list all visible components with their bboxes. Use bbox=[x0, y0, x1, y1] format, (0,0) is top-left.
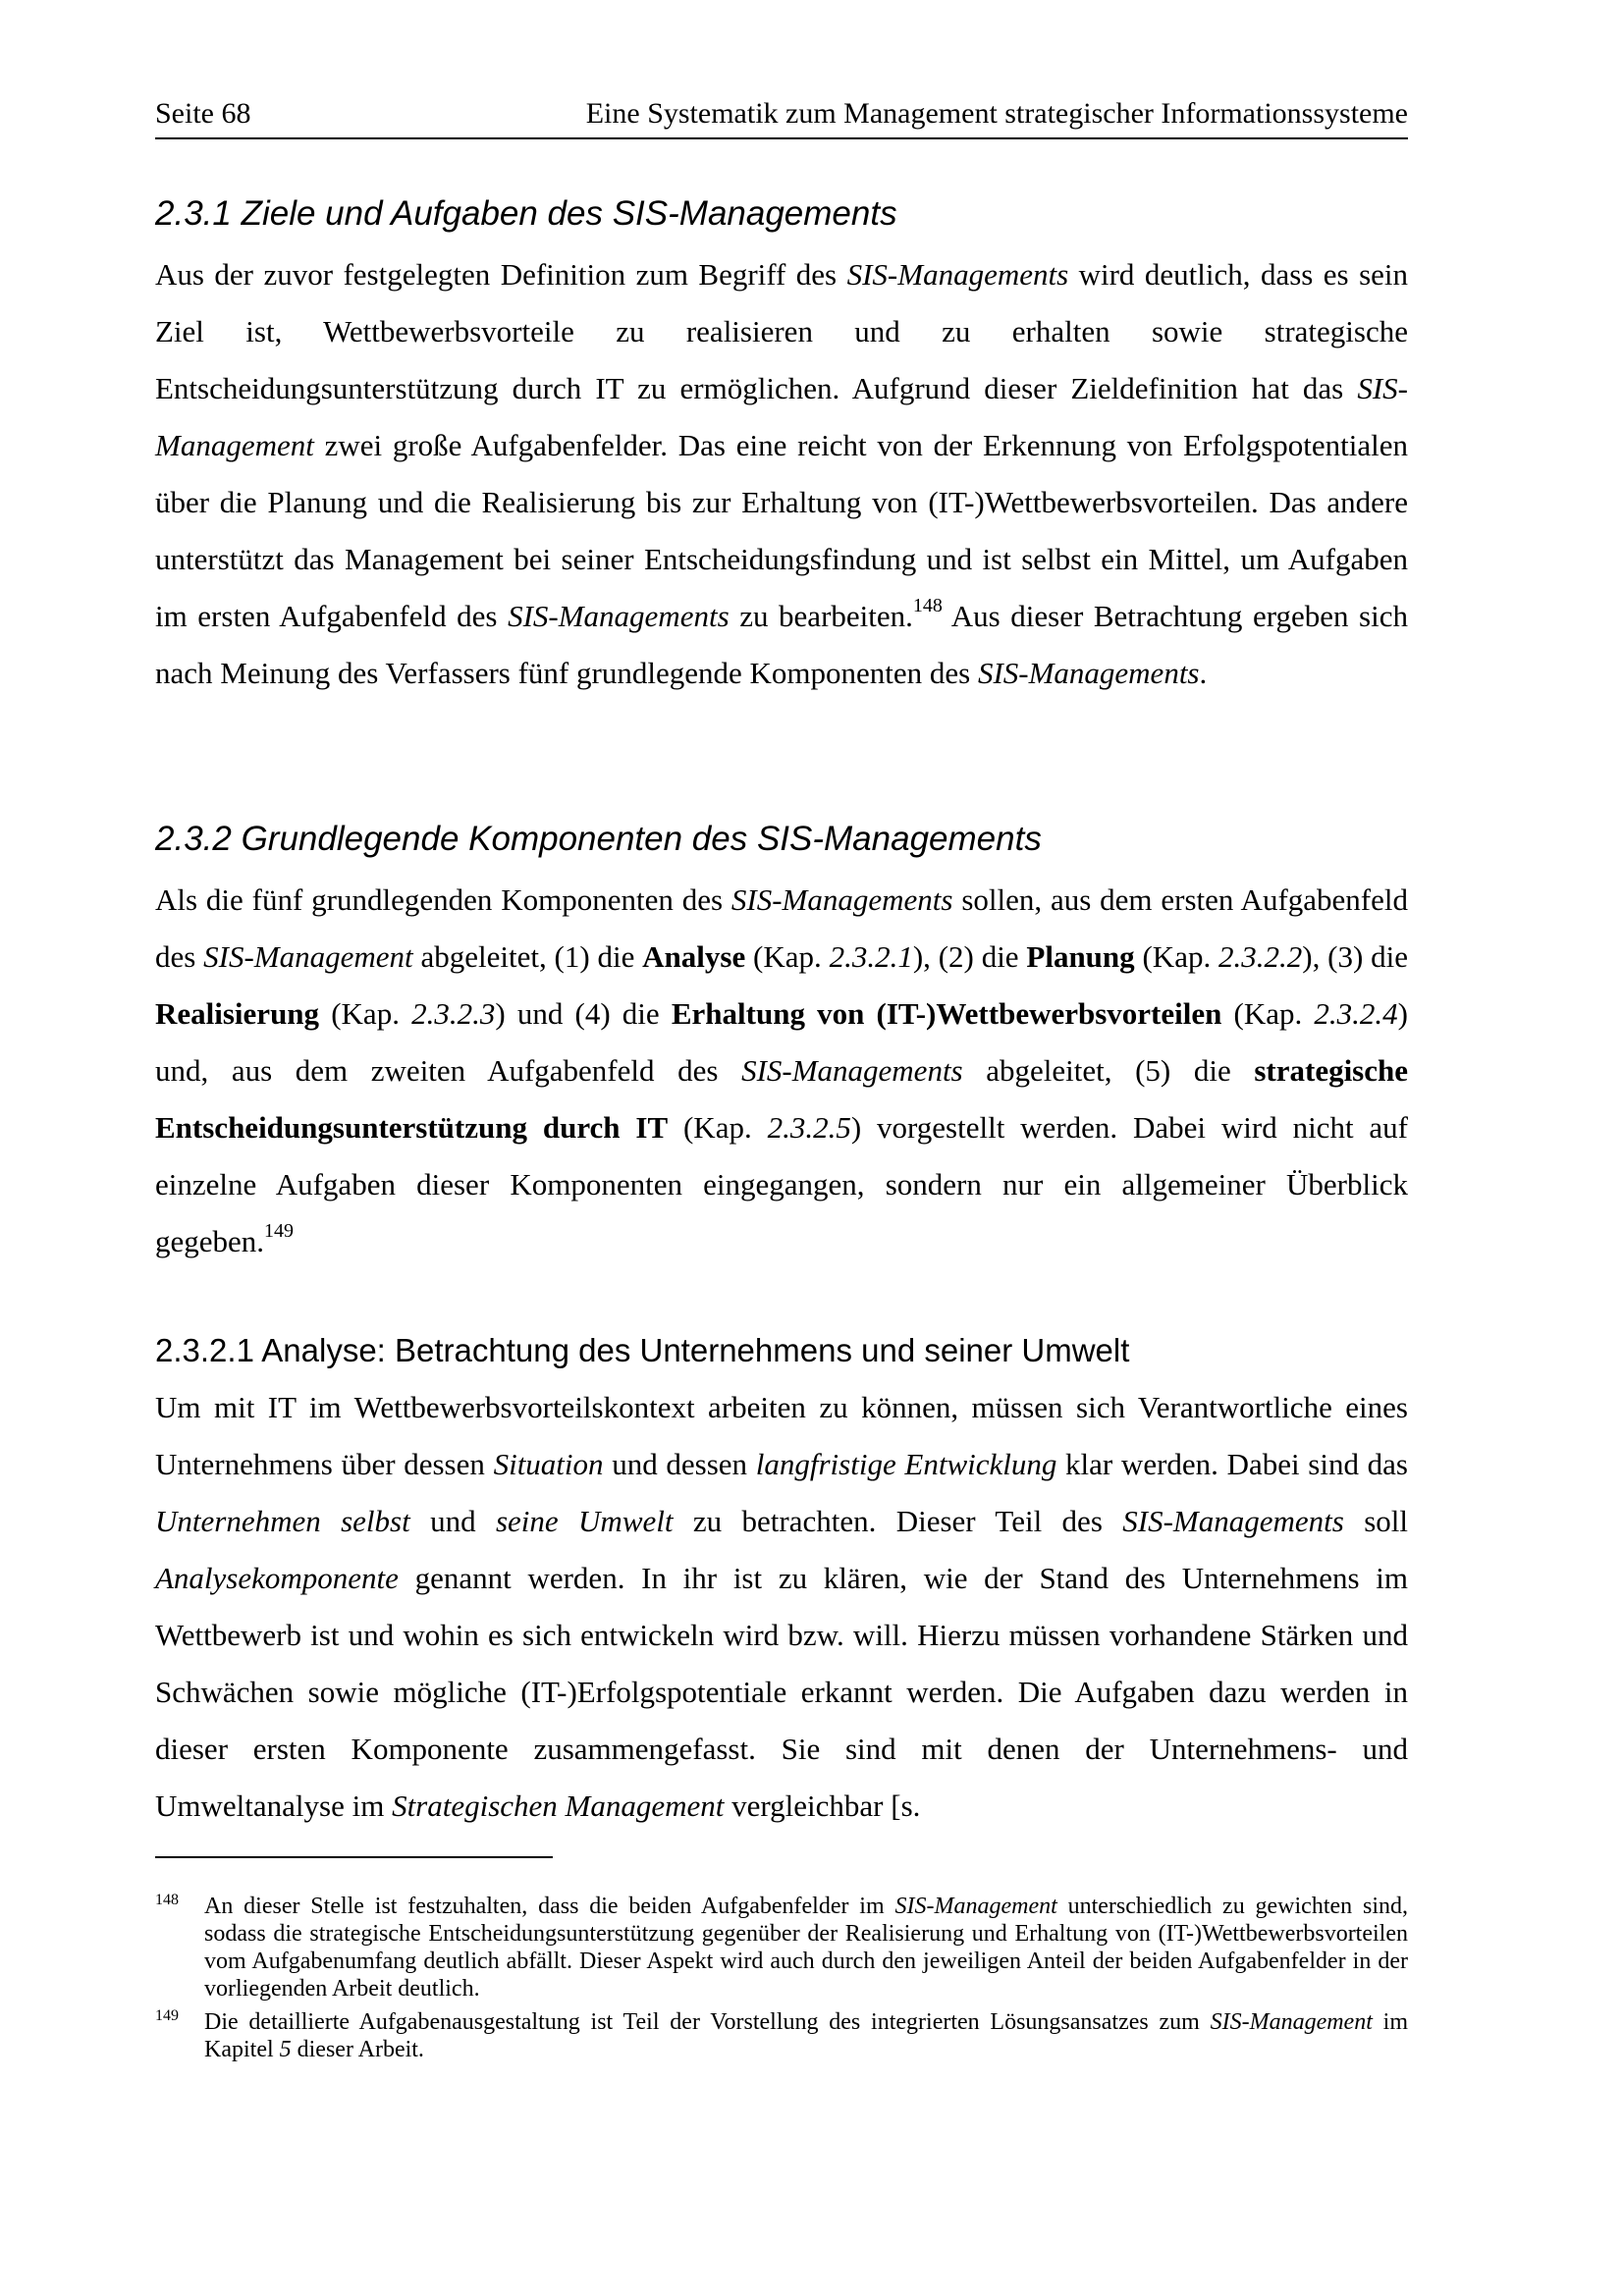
footnote-text: An dieser Stelle ist festzuhalten, dass die beiden Aufgabenfelder im SIS-Management unterschiedlich zu gewichten sind, sodass die strategische Entscheidungsunterstützung gegenüber der Realisierung und Erhaltung von (IT-)Wettbewerbsvorteilen vom Aufgabenumfang deutlich abfällt. Dieser Aspekt wird auch durch den jeweiligen Anteil der beiden Aufgabenfelder in der vorliegenden Arbeit deutlich. bbox=[204, 1894, 1408, 2002]
section-heading-2-3-1: 2.3.1 Ziele und Aufgaben des SIS-Managements bbox=[155, 194, 897, 233]
section-2-3-1-paragraph: Aus der zuvor festgelegten Definition zum Begriff des SIS-Managements wird deutlich, dass es sein Ziel ist, Wettbewerbsvorteile zu realisieren und zu erhalten sowie strategische Entscheidungsunterstützung durch IT zu ermöglichen. Aufgrund dieser Zieldefinition hat das SIS-Management zwei große Aufgabenfelder. Das eine reicht von der Erkennung von Erfolgspotentialen über die Planung und die Realisierung bis zur Erhaltung von (IT-)Wettbewerbsvorteilen. Das andere unterstützt das Management bei seiner Entscheidungsfindung und ist selbst ein Mittel, um Aufgaben im ersten Aufgabenfeld des SIS-Managements zu bearbeiten.$^{148}$ Aus dieser Betrachtung ergeben sich nach Meinung des Verfassers fünf grundlegende Komponenten des SIS-Managements. bbox=[155, 257, 1408, 690]
section-heading-2-3-2-1: 2.3.2.1 Analyse: Betrachtung des Unternehmens und seiner Umwelt bbox=[155, 1332, 1130, 1368]
footnote-separator bbox=[155, 1856, 553, 1858]
footnote-number: 148 bbox=[155, 1892, 179, 1908]
page-number: Seite 68 bbox=[155, 97, 251, 130]
footnote-text: Die detaillierte Aufgabenausgestaltung ist Teil der Vorstellung des integrierten Lösungsansatzes zum SIS-Management im Kapitel 5 dieser Arbeit. bbox=[204, 2009, 1408, 2062]
footnote-ref-148[interactable]: 148 bbox=[912, 594, 943, 616]
footnote-148 bbox=[155, 1893, 1408, 2002]
footnote-ref-149[interactable]: 149 bbox=[264, 1219, 295, 1242]
section-heading-2-3-2: 2.3.2 Grundlegende Komponenten des SIS-Managements bbox=[155, 820, 1042, 858]
footnote-number: 149 bbox=[155, 2007, 179, 2024]
footnote-149 bbox=[155, 2008, 1408, 2063]
running-title: Eine Systematik zum Management strategischer Informationssysteme bbox=[585, 97, 1408, 130]
section-2-3-2-paragraph: Als die fünf grundlegenden Komponenten des SIS-Managements sollen, aus dem ersten Aufgabenfeld des SIS-Management abgeleitet, (1) die Analyse (Kap. 2.3.2.1), (2) die Planung (Kap. 2.3.2.2), (3) die Realisierung (Kap. 2.3.2.3) und (4) die Erhaltung von (IT-)Wettbewerbsvorteilen (Kap. 2.3.2.4) und, aus dem zweiten Aufgabenfeld des SIS-Managements abgeleitet, (5) die strategische Entscheidungsunterstützung durch IT (Kap. 2.3.2.5) vorgestellt werden. Dabei wird nicht auf einzelne Aufgaben dieser Komponenten eingegangen, sondern nur ein allgemeiner Überblick gegeben.$^{149}$ bbox=[155, 882, 1409, 1258]
section-2-3-2-1-paragraph: Um mit IT im Wettbewerbsvorteilskontext arbeiten zu können, müssen sich Verantwortliche eines Unternehmens über dessen Situation und dessen langfristige Entwicklung klar werden. Dabei sind das Unternehmen selbst und seine Umwelt zu betrachten. Dieser Teil des SIS-Managements soll Analysekomponente genannt werden. In ihr ist zu klären, wie der Stand des Unternehmens im Wettbewerb ist und wohin es sich entwickeln wird bzw. will. Hierzu müssen vorhandene Stärken und Schwächen sowie mögliche (IT-)Erfolgspotentiale erkannt werden. Die Aufgaben dazu werden in dieser ersten Komponente zusammengefasst. Sie sind mit denen der Unternehmens- und Umweltanalyse im Strategischen Management vergleichbar [s. bbox=[155, 1390, 1408, 1823]
running-header bbox=[155, 96, 1408, 139]
